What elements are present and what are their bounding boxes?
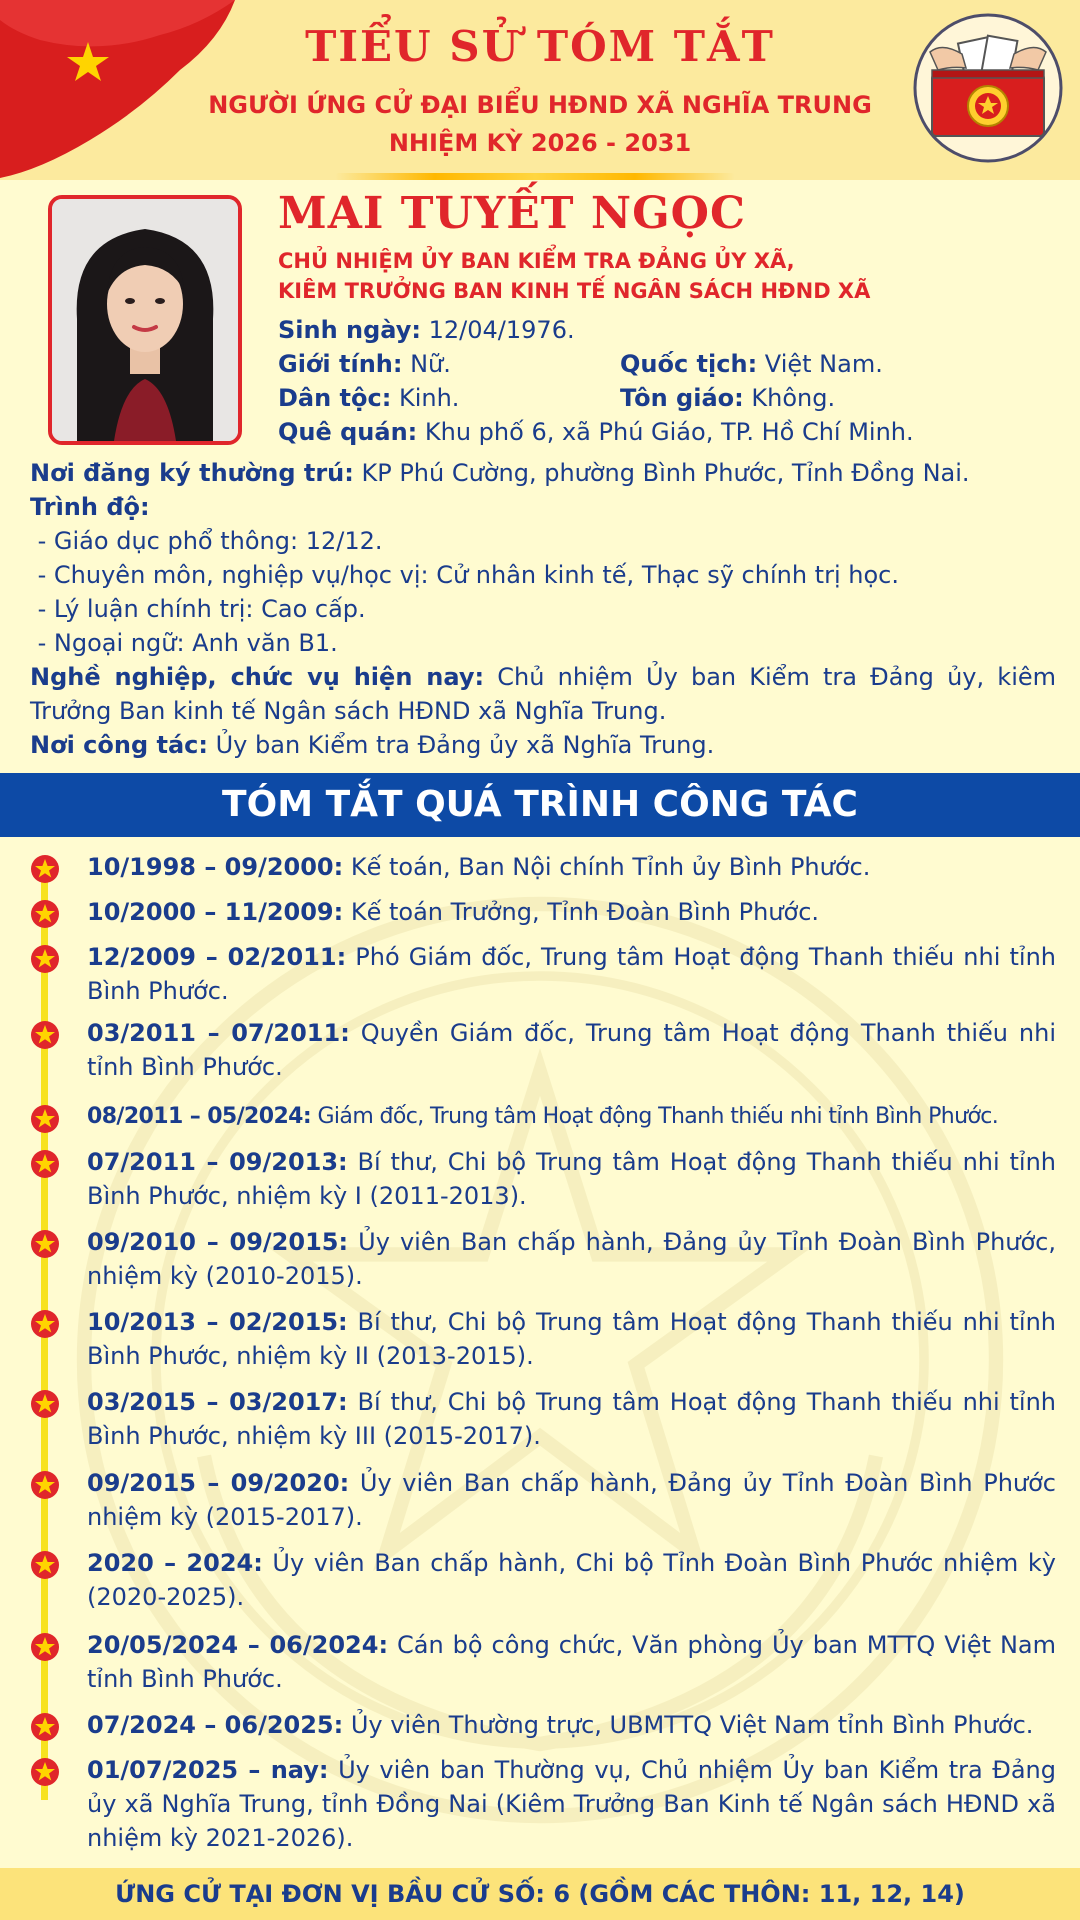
star-icon [30, 1550, 60, 1580]
star-icon [30, 1149, 60, 1179]
hometown-label: Quê quán: [278, 418, 418, 446]
timeline-item [87, 1100, 1056, 1134]
nationality-value: Việt Nam. [757, 350, 883, 378]
ethnicity-label: Dân tộc: [278, 384, 392, 412]
star-icon [30, 1712, 60, 1742]
workplace-row [30, 728, 1056, 762]
birth-row [278, 313, 1058, 347]
timeline-item [87, 1753, 1056, 1855]
nationality-field [620, 347, 883, 381]
timeline-item [87, 940, 1056, 1008]
star-icon [30, 1389, 60, 1419]
portrait-image [52, 199, 238, 441]
religion-field [620, 381, 835, 415]
ballot-box-icon [912, 12, 1064, 164]
residence-label: Nơi đăng ký thường trú: [30, 459, 354, 487]
timeline-period: 10/2013 – 02/2015: [87, 1308, 348, 1336]
subtitle-line-1: NGƯỜI ỨNG CỬ ĐẠI BIỂU HĐND XÃ NGHĨA TRUNG [208, 91, 872, 119]
gender-value: Nữ. [402, 350, 451, 378]
timeline-item [87, 1225, 1056, 1293]
occupation-value: Chủ nhiệm Ủy ban Kiểm tra Đảng ủy, kiêm Trưởng Ban kinh tế Ngân sách HĐND xã Nghĩa Trung. [30, 663, 1057, 725]
religion-value: Không. [743, 384, 836, 412]
timeline-period: 2020 – 2024: [87, 1549, 263, 1577]
timeline-item [87, 1546, 1056, 1614]
subtitle-line-2: NHIỆM KỲ 2026 - 2031 [388, 129, 692, 157]
header [0, 0, 1080, 180]
education-heading: Trình độ: [30, 493, 150, 521]
ethnicity-value: Kinh. [391, 384, 460, 412]
timeline-period: 07/2024 – 06/2025: [87, 1711, 344, 1739]
page-title: TIỂU SỬ TÓM TẮT [305, 22, 775, 71]
gender-label: Giới tính: [278, 350, 403, 378]
timeline-description: Bí thư, Chi bộ Trung tâm Hoạt động Thanh thiếu nhi tỉnh Bình Phước, nhiệm kỳ II (2013-2015). [87, 1308, 1056, 1370]
gender-row [278, 347, 1058, 381]
timeline-item [87, 850, 1056, 884]
timeline-description: Bí thư, Chi bộ Trung tâm Hoạt động Thanh thiếu nhi tỉnh Bình Phước, nhiệm kỳ I (2011-2013). [87, 1148, 1056, 1210]
education-label [30, 490, 1056, 524]
timeline-item [87, 1628, 1056, 1696]
timeline-period: 03/2015 – 03/2017: [87, 1388, 348, 1416]
timeline-description: Kế toán Trưởng, Tỉnh Đoàn Bình Phước. [343, 898, 820, 926]
timeline-item [87, 1466, 1056, 1534]
timeline-period: 10/2000 – 11/2009: [87, 898, 344, 926]
timeline-item [87, 1385, 1056, 1453]
timeline-period: 20/05/2024 – 06/2024: [87, 1631, 389, 1659]
star-icon [30, 1020, 60, 1050]
page-subtitle [180, 86, 900, 162]
timeline-item [87, 1145, 1056, 1213]
star-icon [30, 1470, 60, 1500]
nationality-label: Quốc tịch: [620, 350, 758, 378]
star-icon [30, 1104, 60, 1134]
timeline-description: Kế toán, Ban Nội chính Tỉnh ủy Bình Phước. [343, 853, 871, 881]
timeline-description: Bí thư, Chi bộ Trung tâm Hoạt động Thanh thiếu nhi tỉnh Bình Phước, nhiệm kỳ III (2015-2017). [87, 1388, 1056, 1450]
candidate-photo [48, 195, 242, 445]
education-item: - Giáo dục phổ thông: 12/12. [30, 527, 383, 555]
timeline-description: Ủy viên Ban chấp hành, Đảng ủy Tỉnh Đoàn Bình Phước, nhiệm kỳ (2010-2015). [87, 1228, 1056, 1290]
header-divider [335, 173, 735, 180]
birth-value: 12/04/1976. [421, 316, 575, 344]
footer-constituency: ỨNG CỬ TẠI ĐƠN VỊ BẦU CỬ SỐ: 6 (GỒM CÁC THÔN: 11, 12, 14) [0, 1868, 1080, 1920]
star-icon [30, 1632, 60, 1662]
timeline-description: Cán bộ công chức, Văn phòng Ủy ban MTTQ Việt Nam tỉnh Bình Phước. [87, 1631, 1056, 1693]
timeline-period: 01/07/2025 – nay: [87, 1756, 329, 1784]
hometown-value: Khu phố 6, xã Phú Giáo, TP. Hồ Chí Minh. [417, 418, 914, 446]
workplace-label: Nơi công tác: [30, 731, 208, 759]
timeline-description: Giám đốc, Trung tâm Hoạt động Thanh thiếu nhi tỉnh Bình Phước. [311, 1104, 999, 1129]
candidate-name: MAI TUYẾT NGỌC [278, 188, 747, 239]
timeline-period: 08/2011 – 05/2024: [87, 1104, 312, 1129]
timeline-period: 07/2011 – 09/2013: [87, 1148, 348, 1176]
timeline-period: 03/2011 – 07/2011: [87, 1019, 350, 1047]
star-icon [30, 1229, 60, 1259]
timeline-item [87, 1305, 1056, 1373]
education-item: - Chuyên môn, nghiệp vụ/học vị: Cử nhân kinh tế, Thạc sỹ chính trị học. [30, 561, 899, 589]
star-icon [30, 899, 60, 929]
timeline-description: Phó Giám đốc, Trung tâm Hoạt động Thanh thiếu nhi tỉnh Bình Phước. [87, 943, 1056, 1005]
timeline-period: 12/2009 – 02/2011: [87, 943, 347, 971]
timeline-description: Ủy viên ban Thường vụ, Chủ nhiệm Ủy ban Kiểm tra Đảng ủy xã Nghĩa Trung, tỉnh Đồng Nai (Kiêm Trưởng Ban Kinh tế Ngân sách HĐND xã nhiệm kỳ 2021-2026). [87, 1756, 1056, 1852]
education-item: - Lý luận chính trị: Cao cấp. [30, 595, 366, 623]
residence-value: KP Phú Cường, phường Bình Phước, Tỉnh Đồng Nai. [353, 459, 970, 487]
position-line-1: CHỦ NHIỆM ỦY BAN KIỂM TRA ĐẢNG ỦY XÃ, [278, 249, 795, 273]
star-icon [30, 854, 60, 884]
star-icon [30, 1757, 60, 1787]
timeline-description: Ủy viên Ban chấp hành, Đảng ủy Tỉnh Đoàn Bình Phước nhiệm kỳ (2015-2017). [87, 1469, 1056, 1531]
education-item: - Ngoại ngữ: Anh văn B1. [30, 629, 338, 657]
timeline-description: Ủy viên Thường trực, UBMTTQ Việt Nam tỉnh Bình Phước. [343, 1711, 1034, 1739]
ethnicity-row [278, 381, 1058, 415]
timeline-item [87, 1708, 1056, 1742]
religion-label: Tôn giáo: [620, 384, 744, 412]
star-icon [30, 944, 60, 974]
timeline-description: Quyền Giám đốc, Trung tâm Hoạt động Thanh thiếu nhi tỉnh Bình Phước. [87, 1019, 1056, 1081]
workplace-value: Ủy ban Kiểm tra Đảng ủy xã Nghĩa Trung. [207, 731, 715, 759]
hometown-row [278, 415, 1058, 449]
occupation-label: Nghề nghiệp, chức vụ hiện nay: [30, 663, 485, 691]
timeline-period: 10/1998 – 09/2000: [87, 853, 344, 881]
timeline-period: 09/2015 – 09/2020: [87, 1469, 350, 1497]
timeline-period: 09/2010 – 09/2015: [87, 1228, 349, 1256]
timeline-item [87, 895, 1056, 929]
birth-label: Sinh ngày: [278, 316, 422, 344]
star-icon [30, 1309, 60, 1339]
timeline-item [87, 1016, 1056, 1084]
residence-row [30, 456, 1056, 490]
position-line-2: KIÊM TRƯỞNG BAN KINH TẾ NGÂN SÁCH HĐND XÃ [278, 279, 871, 303]
section-heading: TÓM TẮT QUÁ TRÌNH CÔNG TÁC [0, 773, 1080, 837]
timeline-description: Ủy viên Ban chấp hành, Chi bộ Tỉnh Đoàn Bình Phước nhiệm kỳ (2020-2025). [87, 1549, 1056, 1611]
candidate-position [278, 246, 1038, 306]
occupation-row [30, 660, 1056, 728]
